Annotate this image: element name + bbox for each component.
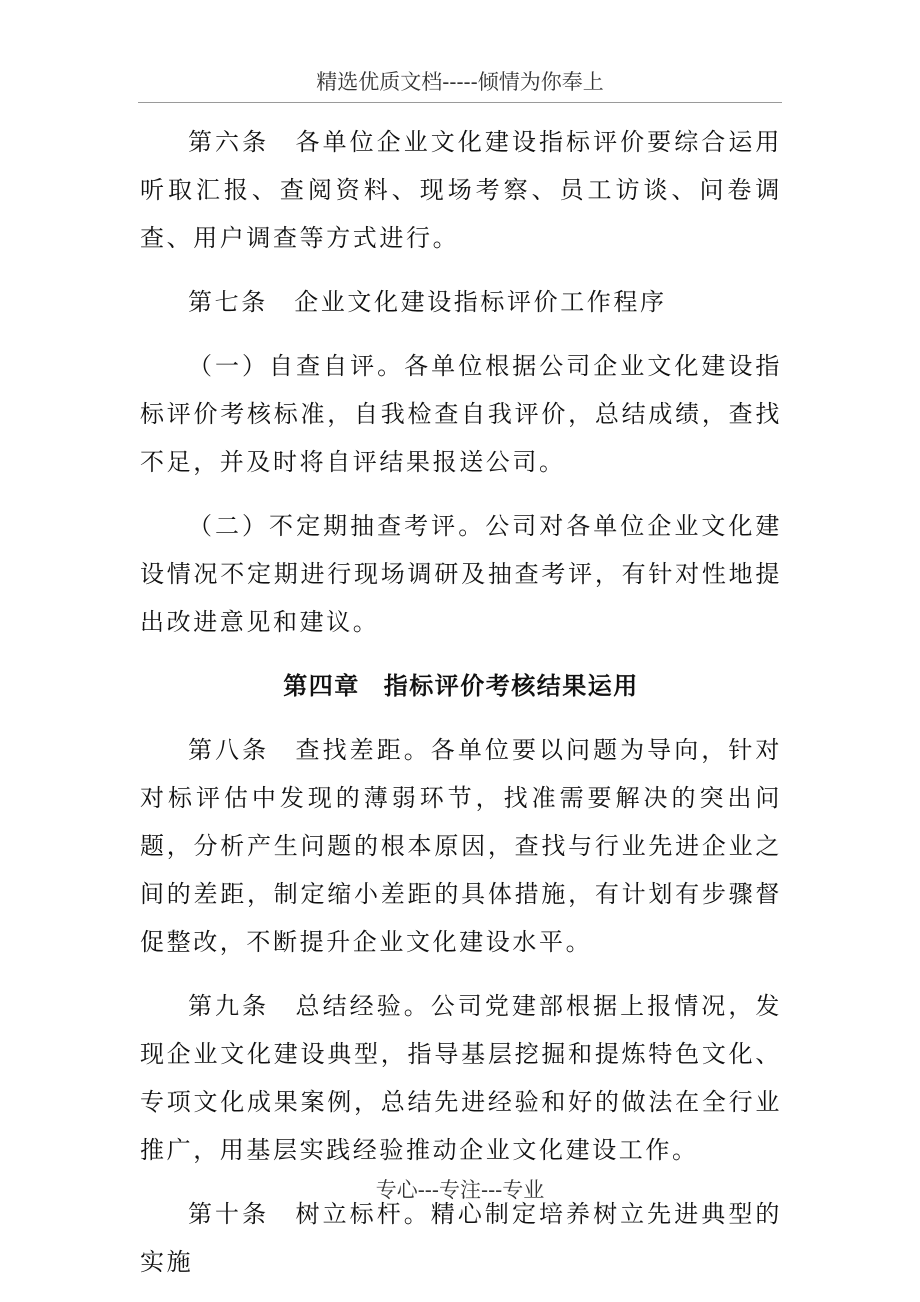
article-6: [140, 118, 782, 262]
article-6-text: 各单位企业文化建设指标评价要综合运用听取汇报、查阅资料、现场考察、员工访谈、问卷调查、用户调查等方式进行。: [140, 128, 782, 252]
item-2-text: （二）不定期抽查考评。公司对各单位企业文化建设情况不定期进行现场调研及抽查考评，有针对性地提出改进意见和建议。: [140, 512, 782, 636]
article-8-text: 查找差距。各单位要以问题为导向，针对对标评估中发现的薄弱环节，找准需要解决的突出问题，分析产生问题的根本原因，查找与行业先进企业之间的差距，制定缩小差距的具体措施，有计划有步骤督促整改，不断提升企业文化建设水平。: [140, 736, 782, 956]
article-7-lead: 第七条: [188, 288, 268, 316]
page-header: 精选优质文档-----倾情为你奉上: [138, 62, 782, 103]
item-1-text: （一）自查自评。各单位根据公司企业文化建设指标评价考核标准，自我检查自我评价，总结成绩，查找不足，并及时将自评结果报送公司。: [140, 352, 782, 476]
article-7-text: 企业文化建设指标评价工作程序: [294, 288, 667, 316]
document-body: [140, 118, 782, 1302]
article-8: [140, 726, 782, 966]
article-9-lead: 第九条: [188, 992, 270, 1020]
page-footer: 专心---专注---专业: [375, 1178, 545, 1202]
article-10-lead: 第十条: [188, 1200, 270, 1228]
article-6-lead: 第六条: [188, 128, 270, 156]
article-7: [140, 278, 782, 326]
chapter-heading: [140, 662, 782, 710]
article-8-lead: 第八条: [188, 736, 270, 764]
chapter-number: 第四章: [283, 672, 360, 700]
article-10-text: 树立标杆。精心制定培养树立先进典型的实施: [140, 1200, 782, 1276]
chapter-title: 指标评价考核结果运用: [383, 672, 639, 700]
article-9: [140, 982, 782, 1174]
item-2: [140, 502, 782, 646]
item-1: [140, 342, 782, 486]
article-9-text: 总结经验。公司党建部根据上报情况，发现企业文化建设典型，指导基层挖掘和提炼特色文化、专项文化成果案例，总结先进经验和好的做法在全行业推广，用基层实践经验推动企业文化建设工作。: [140, 992, 782, 1164]
